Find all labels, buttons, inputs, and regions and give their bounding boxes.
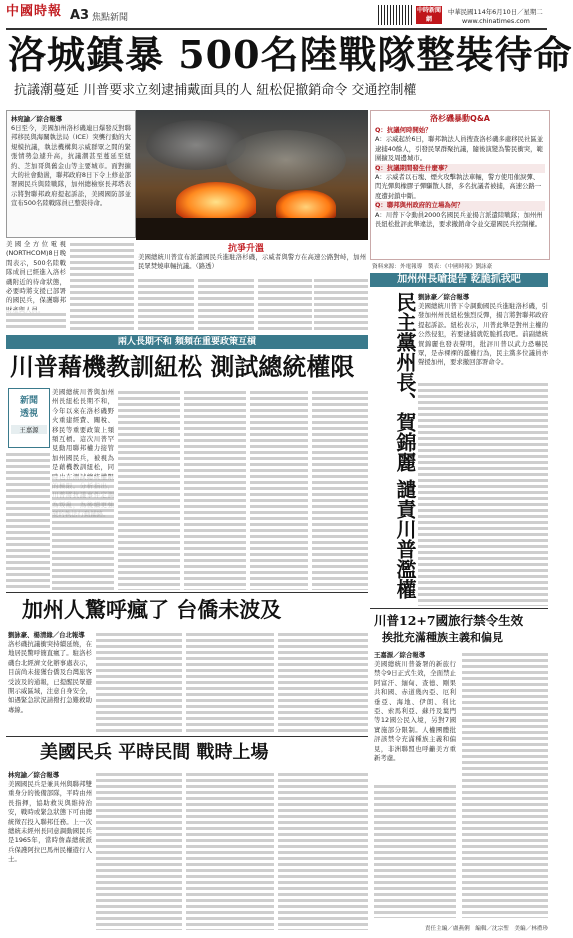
section4-byline: 林宛諭／綜合報導 — [8, 771, 60, 779]
travel-headline: 川普12+7國旅行禁令生效 — [374, 613, 524, 628]
qa-answer-1: A：示威起於6日，聯邦執法人員搜查洛杉磯多處移民社區並逮捕40餘人，引發民眾群聚抗議，隨後演變為警民衝突，範圍擴及周邊城市。 — [375, 135, 544, 163]
section4-body: 美國國民兵是兼具州與聯邦雙重身分的後備部隊，平時由州長指揮，協助救災與維持治安，戰時或緊急狀態下可由總統徵召投入聯邦任務。上一次總統未經州長同意調動國民兵是1965年，當時詹森總統派兵保護阿拉巴馬州民權遊行人士。 — [8, 780, 92, 864]
section2-body-col-1 — [6, 450, 50, 590]
qa-source: 資料來源：外電報導 製表：《中國時報》劉詠豪 — [372, 264, 493, 270]
section2-body-col-4 — [184, 388, 246, 590]
date-line: 中華民國114年6月10日／星期二 — [448, 8, 543, 16]
brand-logo: 中時新聞網 — [416, 7, 441, 23]
right-body-lines — [418, 380, 548, 606]
section2-body-col-3 — [118, 388, 180, 590]
section2-body-col-6 — [312, 388, 368, 590]
section-name: 焦點新聞 — [92, 13, 129, 23]
qa-answer-3: A：川普下令動員2000名國民兵並揚言派遣陸戰隊；加州州長紐松批評此舉違法，要求撤銷命令並交還國民兵控制權。 — [375, 210, 543, 229]
qa-question-3: Q：聯邦與州政府的立場為何？ — [375, 201, 545, 210]
right-section-title: 加州州長嗆提告 乾脆抓我吧 — [370, 273, 548, 287]
photo-caption: 美國總統川普宣布派遣國民兵進駐洛杉磯，示威者與警方在高速公路對峙，加州民眾焚燒車輛抗議。（路透） — [138, 253, 366, 271]
right-vertical-headline: 民主黨州長、賀錦麗 譴責川普濫權 — [393, 292, 417, 599]
section3-body-col-4 — [278, 630, 368, 734]
right-byline: 劉詠豪／綜合報導 — [418, 293, 470, 301]
section2-tag: 兩人長期不和 頻頻在重要政策互槓 — [6, 335, 368, 349]
travel-body-col-2 — [462, 650, 548, 918]
main-headline: 洛城鎮暴 500名陸戰隊整裝待命 — [8, 32, 573, 77]
main-body-col-1: 美國全方位電視(NORTHCOM)8日晚間表示，500名陸戰隊成員已經進入洛杉磯附近的待命狀態，必要時將支援已部署的國民兵，保護聯邦 — [6, 240, 66, 305]
travel-body: 美國總統川普簽署的新旅行禁令9日正式生效，全面禁止阿富汗、緬甸、查德、剛果共和國、赤道幾內亞、厄利垂亞、海地、伊朗、利比亞、索馬利亞、蘇丹及葉門等12國公民入境，另對7國實施部分限制。人權團體批評該禁令充滿種族主義和偏見，非洲聯盟也呼籲美方重新考慮。 — [374, 660, 456, 763]
main-body-col-2 — [70, 240, 134, 330]
travel-byline: 王嘉源／綜合報導 — [374, 651, 426, 659]
section2-body: 美國總統川普與加州州長紐松長期不和，今年以來在洛杉磯野火重建經費、關稅、移民等重要政策上頻頻互槓。這次川普罕見動用聯邦權力接管加州國民兵，被視為是藉機教訓紐松，同 — [52, 388, 114, 472]
main-body-col-1-lines — [6, 310, 66, 330]
news-analysis-label — [8, 388, 50, 448]
section3-byline: 劉詠豪、楊清緣／台北報導 — [8, 631, 85, 639]
photo-caption-title: 抗爭升溫 — [228, 244, 265, 254]
travel-body-col-1-lines — [374, 782, 456, 918]
section4-body-col-3 — [186, 770, 274, 930]
section4-headline: 美國民兵 平時民間 戰時上場 — [40, 742, 269, 763]
section2-body-col-2 — [52, 476, 114, 590]
lede-box — [6, 110, 136, 238]
travel-subhead: 挨批充滿種族主義和偏見 — [382, 631, 503, 644]
news-analysis-label-top: 新聞 — [19, 396, 38, 406]
protest-photo — [136, 110, 368, 240]
section3-body-col-3 — [186, 630, 274, 734]
main-subhead: 抗議潮蔓延 川普要求立刻逮捕戴面具的人 紐松促撤銷命令 交通控制權 — [14, 83, 417, 98]
news-analysis-author: 王嘉源 — [11, 425, 47, 434]
section4-body-col-4 — [278, 770, 368, 930]
news-analysis-label-bottom: 透視 — [19, 409, 38, 419]
section3-body: 洛杉磯抗議衝突持續延燒，在地居民驚呼簡直瘋了。駐洛杉磯台北經濟文化辦事處表示，目前尚未接獲台僑及台灣旅客受波及的通報，已提醒民眾避開示威區域，注意自身安全，如遇緊急狀況請撥打急難救助專線。 — [8, 640, 92, 714]
right-body: 美國總統川普下令調動國民兵進駐洛杉磯，引發加州州長紐松強烈反彈，揚言將對聯邦政府提起訴訟。紐松表示，川普此舉是對州主權的公然侵犯，若要逮捕就乾脆抓我吧。前副總統賀錦麗也發表聲明，批評川普以武力恐嚇民眾，是赤裸裸的濫權行為，民主黨多位議員亦聲援加州，要求撤回部署命令。 — [418, 302, 548, 367]
section2-body-col-5 — [250, 388, 308, 590]
qa-box — [370, 110, 550, 260]
lede-text: 6日至今，美國加州洛杉磯連日爆發反對聯邦移民與海關執法局（ICE）突襲行動的大規模抗議，執法機構與示威群眾之間的緊張情勢急遽升高，抗議潮甚至蔓延至紐約、芝加哥與舊金山等主要城市。面對擴大的社會動盪，聯邦政府8日下令上修並部署國民兵與陸戰隊，加州總檢察長邦塔表示將對聯邦政府提起訴訟，美國國防部並宣布500名陸戰隊員已整裝待命。 — [11, 124, 131, 208]
section3-body-col-2 — [96, 630, 182, 734]
editor-credit: 責任主編／盧燕俐 編輯／沈宗聖 美編／林禮珍 — [424, 926, 548, 932]
qa-question-2: Q：抗議期間發生什麼事？ — [375, 164, 545, 173]
barcode-icon — [378, 5, 412, 25]
newspaper-logo: 中國時報 — [6, 4, 63, 19]
section4-body-col-2 — [96, 770, 182, 930]
main-body-col-5 — [258, 276, 312, 330]
main-body-col-6 — [314, 276, 368, 330]
section2-headline: 川普藉機教訓紐松 測試總統權限 — [10, 352, 355, 381]
main-body-col-4 — [198, 276, 254, 330]
qa-title: 洛杉磯暴動Q&A — [430, 114, 490, 123]
fire-shape — [176, 182, 256, 222]
lede-byline: 林宛諭／綜合報導 — [11, 115, 63, 123]
masthead — [0, 0, 553, 30]
qa-question-1: Q：抗議何時開始？ — [375, 126, 432, 134]
page-number: A3 — [70, 8, 90, 23]
qa-answer-2: A：示威者以石塊、煙火攻擊執法車輛，警方使用催淚彈、閃光彈與橡膠子彈驅散人群，多名抗議者被捕，高速公路一度遭封鎖中斷。 — [375, 173, 542, 200]
website-url[interactable]: www.chinatimes.com — [462, 17, 530, 25]
section3-headline: 加州人驚呼瘋了 台僑未波及 — [22, 597, 282, 622]
main-body-col-3 — [138, 276, 194, 330]
